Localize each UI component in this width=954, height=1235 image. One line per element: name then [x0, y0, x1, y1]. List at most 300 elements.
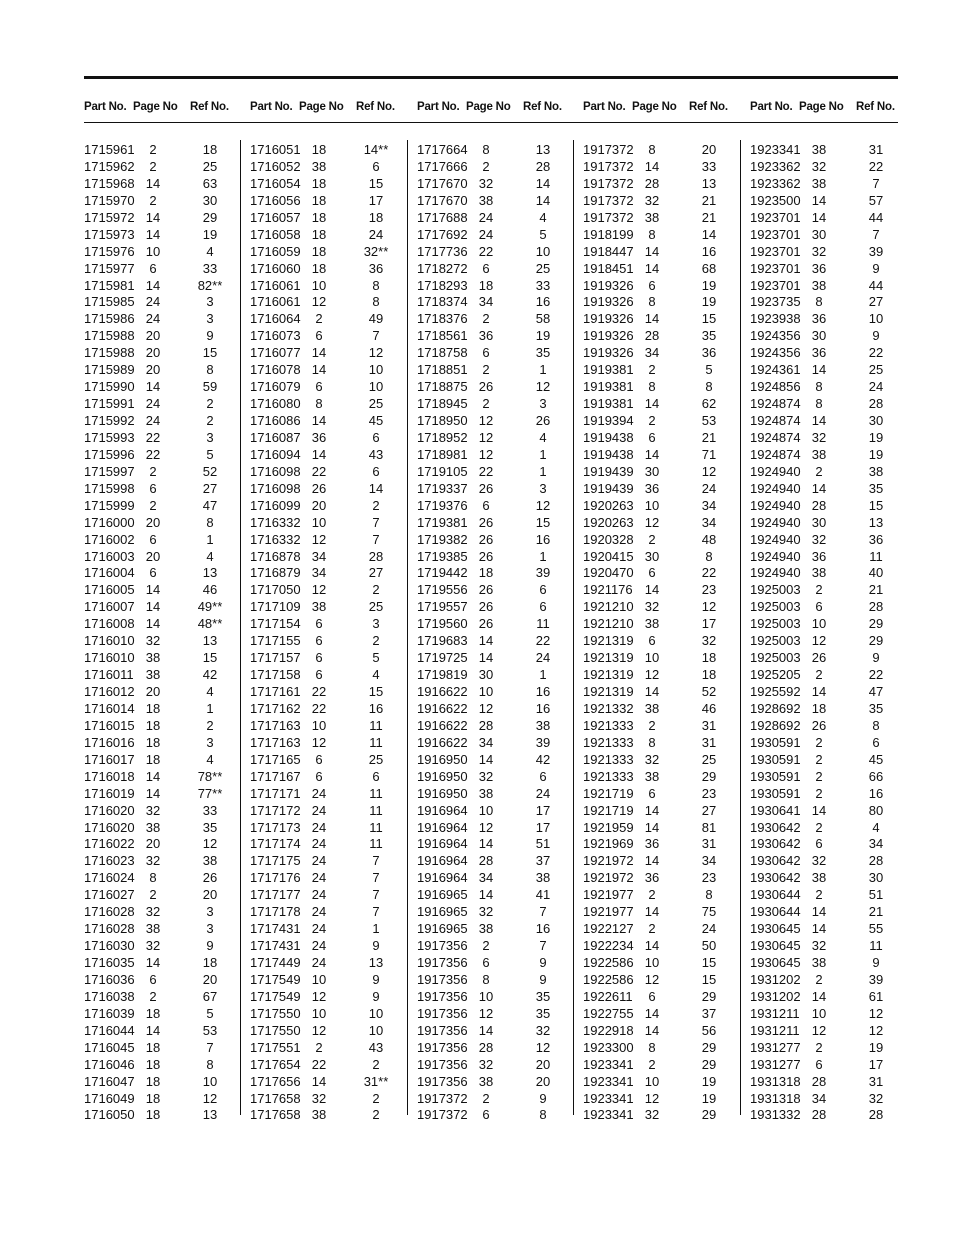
page-number: 18 [145, 1005, 161, 1021]
page-number: 36 [644, 836, 660, 852]
ref-number: 3 [539, 480, 547, 496]
part-number: 1920328 [583, 531, 634, 547]
table-row [583, 515, 737, 532]
page-number: 6 [482, 497, 490, 513]
page-number: 14 [145, 616, 161, 632]
table-row [84, 210, 238, 227]
ref-number: 14 [368, 480, 384, 496]
table-row [583, 1074, 737, 1091]
table-row [84, 803, 238, 820]
page-number: 18 [311, 260, 327, 276]
ref-number: 1 [539, 446, 547, 462]
table-row [583, 633, 737, 650]
part-number: 1715962 [84, 158, 135, 174]
part-number: 1916622 [417, 700, 468, 716]
part-number: 1715992 [84, 413, 135, 428]
table-row [250, 227, 404, 244]
ref-number: 27 [202, 480, 218, 496]
table-row [250, 803, 404, 820]
part-number: 1717549 [250, 971, 301, 987]
part-number: 1718561 [417, 328, 468, 344]
table-row [250, 904, 404, 921]
part-number: 1718293 [417, 277, 468, 293]
ref-number: 7 [206, 1039, 214, 1055]
page-number: 18 [145, 1107, 161, 1123]
part-number: 1718875 [417, 379, 468, 395]
ref-number: 4 [372, 667, 380, 683]
part-number: 1717692 [417, 226, 468, 242]
part-number: 1919326 [583, 294, 634, 310]
page-number: 28 [811, 1107, 827, 1123]
page-number: 24 [311, 802, 327, 818]
table-row [84, 413, 238, 430]
ref-number: 8 [372, 277, 380, 293]
table-row [750, 413, 904, 430]
table-row [417, 244, 571, 261]
part-number: 1917356 [417, 971, 468, 987]
part-number: 1916964 [417, 819, 468, 835]
ref-number: 13 [202, 1107, 218, 1123]
ref-number: 61 [868, 988, 884, 1004]
table-row [417, 769, 571, 786]
ref-number: 6 [539, 768, 547, 784]
page-number: 12 [644, 667, 660, 683]
table-row [250, 938, 404, 955]
table-row [583, 820, 737, 837]
table-row [250, 261, 404, 278]
part-number: 1717550 [250, 1005, 301, 1021]
part-number: 1930644 [750, 904, 801, 920]
ref-number: 21 [868, 582, 884, 598]
part-number: 1718981 [417, 446, 468, 462]
part-number: 1719105 [417, 463, 468, 479]
part-number: 1715989 [84, 362, 135, 378]
part-number: 1716007 [84, 599, 135, 615]
table-row [583, 311, 737, 328]
part-number: 1716030 [84, 938, 135, 954]
ref-number: 47 [202, 497, 218, 513]
table-column [583, 142, 737, 1124]
page-number: 10 [311, 277, 327, 293]
page-number: 18 [145, 1073, 161, 1089]
part-number: 1931202 [750, 971, 801, 987]
part-number: 1716039 [84, 1005, 135, 1021]
part-number: 1916964 [417, 870, 468, 886]
ref-number: 25 [202, 158, 218, 174]
table-row [250, 532, 404, 549]
page-number: 2 [815, 582, 823, 598]
ref-number: 58 [535, 311, 551, 327]
part-number: 1716099 [250, 497, 301, 513]
part-number: 1923701 [750, 209, 801, 225]
table-row [84, 1040, 238, 1057]
page-number: 18 [145, 717, 161, 733]
part-number: 1717177 [250, 887, 301, 903]
page-number: 2 [149, 887, 157, 903]
part-number: 1717550 [250, 1022, 301, 1038]
page-number: 28 [478, 1039, 494, 1055]
table-row [583, 938, 737, 955]
page-number: 2 [482, 938, 490, 954]
part-number: 1924940 [750, 480, 801, 496]
part-number: 1717670 [417, 192, 468, 208]
table-row [583, 701, 737, 718]
ref-number: 77** [197, 785, 223, 801]
table-row [583, 413, 737, 430]
page-number: 12 [478, 700, 494, 716]
ref-number: 25 [368, 751, 384, 767]
page-number: 8 [815, 396, 823, 412]
part-number: 1716003 [84, 548, 135, 564]
table-row [250, 515, 404, 532]
ref-number: 34 [701, 514, 717, 530]
table-row [417, 515, 571, 532]
table-row [750, 244, 904, 261]
part-number: 1716080 [250, 396, 301, 412]
part-number: 1716000 [84, 514, 135, 530]
column-divider [407, 140, 408, 1115]
table-row [417, 430, 571, 447]
ref-number: 26 [202, 870, 218, 886]
table-row [750, 870, 904, 887]
page-number: 10 [478, 802, 494, 818]
ref-number: 6 [372, 429, 380, 445]
column-divider [740, 140, 741, 1115]
page-number: 32 [478, 904, 494, 920]
table-row [417, 870, 571, 887]
header-page-no: Page No [466, 101, 511, 113]
table-row [417, 210, 571, 227]
part-number: 1715973 [84, 226, 135, 242]
table-row [84, 311, 238, 328]
part-number: 1717167 [250, 768, 301, 784]
ref-number: 25 [701, 751, 717, 767]
part-number: 1717654 [250, 1056, 301, 1072]
table-row [750, 159, 904, 176]
page-number: 18 [311, 243, 327, 259]
page-number: 30 [478, 667, 494, 683]
ref-number: 32** [363, 243, 389, 259]
page-number: 2 [648, 1056, 656, 1072]
ref-number: 2 [206, 413, 214, 428]
table-row [84, 362, 238, 379]
table-row [750, 261, 904, 278]
page-number: 12 [811, 633, 827, 649]
page-number: 6 [149, 531, 157, 547]
page-number: 14 [145, 768, 161, 784]
page-number: 2 [815, 887, 823, 903]
table-row [417, 1006, 571, 1023]
page-number: 24 [311, 921, 327, 937]
page-number: 36 [811, 260, 827, 276]
page-number: 14 [478, 751, 494, 767]
ref-number: 40 [868, 565, 884, 581]
table-row [583, 345, 737, 362]
table-row [250, 955, 404, 972]
ref-number: 7 [372, 328, 380, 344]
table-row [250, 430, 404, 447]
table-row [750, 430, 904, 447]
page-number: 14 [145, 955, 161, 970]
page-number: 38 [644, 209, 660, 225]
table-row [750, 769, 904, 786]
page-number: 18 [145, 1039, 161, 1055]
ref-number: 9 [539, 955, 547, 970]
part-number: 1716079 [250, 379, 301, 395]
table-row [750, 684, 904, 701]
part-number: 1716036 [84, 971, 135, 987]
table-row [250, 870, 404, 887]
part-number: 1719376 [417, 497, 468, 513]
page-number: 14 [478, 633, 494, 649]
ref-number: 47 [868, 684, 884, 699]
part-number: 1715976 [84, 243, 135, 259]
table-row [417, 413, 571, 430]
ref-number: 38 [202, 853, 218, 869]
ref-number: 19 [868, 446, 884, 462]
table-row [750, 498, 904, 515]
page-number: 6 [648, 429, 656, 445]
ref-number: 16 [535, 700, 551, 716]
page-number: 32 [644, 192, 660, 208]
table-row [750, 345, 904, 362]
page-number: 38 [478, 192, 494, 208]
part-number: 1716878 [250, 548, 301, 564]
ref-number: 21 [701, 192, 717, 208]
part-number: 1921333 [583, 734, 634, 750]
table-row [750, 447, 904, 464]
part-number: 1920470 [583, 565, 634, 581]
part-number: 1719382 [417, 531, 468, 547]
ref-number: 13 [701, 175, 717, 191]
ref-number: 9 [539, 971, 547, 987]
page-number: 20 [145, 684, 161, 699]
page-number: 26 [811, 717, 827, 733]
ref-number: 2 [372, 1107, 380, 1123]
table-row [750, 481, 904, 498]
part-number: 1717155 [250, 633, 301, 649]
header-page-no: Page No [133, 101, 178, 113]
page-number: 14 [145, 226, 161, 242]
ref-number: 18 [202, 955, 218, 970]
page-number: 34 [644, 345, 660, 361]
ref-number: 6 [372, 463, 380, 479]
ref-number: 25 [368, 599, 384, 615]
table-row [84, 921, 238, 938]
ref-number: 57 [868, 192, 884, 208]
part-number: 1916964 [417, 802, 468, 818]
page-number: 8 [648, 1039, 656, 1055]
ref-number: 4 [539, 209, 547, 225]
part-number: 1716028 [84, 921, 135, 937]
ref-number: 4 [539, 429, 547, 445]
page-number: 6 [315, 650, 323, 666]
part-number: 1716087 [250, 429, 301, 445]
ref-number: 29 [701, 1056, 717, 1072]
header-ref-no: Ref No. [523, 101, 562, 113]
part-number: 1715988 [84, 345, 135, 361]
ref-number: 19 [701, 1073, 717, 1089]
page-number: 2 [648, 413, 656, 428]
table-row [250, 311, 404, 328]
table-row [750, 1040, 904, 1057]
page-number: 10 [811, 1005, 827, 1021]
page-number: 18 [311, 192, 327, 208]
part-number: 1717431 [250, 921, 301, 937]
part-number: 1716002 [84, 531, 135, 547]
ref-number: 15 [701, 971, 717, 987]
page-number: 38 [478, 785, 494, 801]
part-number: 1922234 [583, 938, 634, 954]
ref-number: 17 [701, 616, 717, 632]
ref-number: 35 [535, 988, 551, 1004]
table-row [417, 396, 571, 413]
ref-number: 32 [868, 1090, 884, 1106]
table-row [583, 447, 737, 464]
ref-number: 27 [868, 294, 884, 310]
page-number: 6 [315, 751, 323, 767]
part-number: 1716879 [250, 565, 301, 581]
part-number: 1928692 [750, 717, 801, 733]
page-number: 14 [811, 413, 827, 428]
ref-number: 28 [868, 853, 884, 869]
table-row [750, 396, 904, 413]
table-row [84, 515, 238, 532]
table-row [84, 532, 238, 549]
part-number: 1931318 [750, 1090, 801, 1106]
ref-number: 9 [372, 988, 380, 1004]
table-row [84, 565, 238, 582]
ref-number: 80 [868, 802, 884, 818]
part-number: 1916622 [417, 684, 468, 699]
table-row [84, 142, 238, 159]
page-number: 18 [145, 700, 161, 716]
ref-number: 37 [701, 1005, 717, 1021]
part-number: 1916950 [417, 751, 468, 767]
table-row [417, 667, 571, 684]
table-row [583, 616, 737, 633]
ref-number: 21 [701, 429, 717, 445]
ref-number: 36 [701, 345, 717, 361]
page-number: 14 [644, 1005, 660, 1021]
table-row [583, 159, 737, 176]
ref-number: 19 [202, 226, 218, 242]
ref-number: 31 [868, 142, 884, 157]
part-number: 1924874 [750, 396, 801, 412]
ref-number: 48** [197, 616, 223, 632]
page-number: 14 [644, 260, 660, 276]
page-number: 12 [311, 988, 327, 1004]
table-row [84, 582, 238, 599]
page-number: 10 [811, 616, 827, 632]
ref-number: 52 [701, 684, 717, 699]
ref-number: 11 [369, 734, 383, 750]
table-row [583, 430, 737, 447]
ref-number: 3 [206, 904, 214, 920]
ref-number: 17 [868, 1056, 884, 1072]
part-number: 1921332 [583, 700, 634, 716]
part-number: 1921969 [583, 836, 634, 852]
ref-number: 3 [206, 734, 214, 750]
part-number: 1928692 [750, 700, 801, 716]
part-number: 1716022 [84, 836, 135, 852]
table-row [250, 582, 404, 599]
page-number: 20 [145, 345, 161, 361]
part-number: 1719725 [417, 650, 468, 666]
part-number: 1716014 [84, 700, 135, 716]
table-row [84, 176, 238, 193]
part-number: 1716020 [84, 802, 135, 818]
table-row [583, 989, 737, 1006]
part-number: 1717163 [250, 734, 301, 750]
page-number: 10 [478, 988, 494, 1004]
part-number: 1919394 [583, 413, 634, 428]
page-number: 14 [811, 209, 827, 225]
table-row [250, 278, 404, 295]
ref-number: 15 [202, 650, 218, 666]
table-row [84, 684, 238, 701]
part-number: 1917356 [417, 1005, 468, 1021]
ref-number: 12 [535, 497, 551, 513]
part-number: 1717658 [250, 1090, 301, 1106]
page-number: 12 [311, 294, 327, 310]
table-row [250, 413, 404, 430]
page-number: 6 [648, 565, 656, 581]
ref-number: 20 [202, 887, 218, 903]
part-number: 1716054 [250, 175, 301, 191]
page-number: 18 [145, 1090, 161, 1106]
ref-number: 8 [705, 548, 713, 564]
ref-number: 11 [369, 836, 383, 852]
ref-number: 12 [701, 463, 717, 479]
page-number: 2 [149, 988, 157, 1004]
table-row [750, 549, 904, 566]
page-number: 12 [478, 413, 494, 428]
ref-number: 23 [701, 870, 717, 886]
part-number: 1923341 [583, 1056, 634, 1072]
header-part-no: Part No. [750, 101, 793, 113]
ref-number: 11 [369, 819, 383, 835]
ref-number: 3 [206, 921, 214, 937]
ref-number: 33 [202, 802, 218, 818]
page-number: 34 [478, 734, 494, 750]
table-row [250, 379, 404, 396]
table-row [250, 345, 404, 362]
page-number: 28 [478, 717, 494, 733]
ref-number: 33 [202, 260, 218, 276]
part-number: 1924874 [750, 446, 801, 462]
ref-number: 20 [202, 971, 218, 987]
page-number: 14 [478, 887, 494, 903]
page-number: 38 [644, 768, 660, 784]
table-row [84, 1091, 238, 1108]
page-number: 2 [149, 158, 157, 174]
table-row [417, 549, 571, 566]
table-row [750, 193, 904, 210]
ref-number: 75 [701, 904, 717, 920]
page-number: 12 [811, 1022, 827, 1038]
table-row [250, 752, 404, 769]
part-number: 1716098 [250, 480, 301, 496]
ref-number: 8 [539, 1107, 547, 1123]
page-number: 22 [478, 243, 494, 259]
table-row [250, 667, 404, 684]
page-number: 20 [145, 514, 161, 530]
table-row [250, 1107, 404, 1124]
page-number: 14 [644, 158, 660, 174]
page-number: 6 [149, 480, 157, 496]
part-number: 1718945 [417, 396, 468, 412]
